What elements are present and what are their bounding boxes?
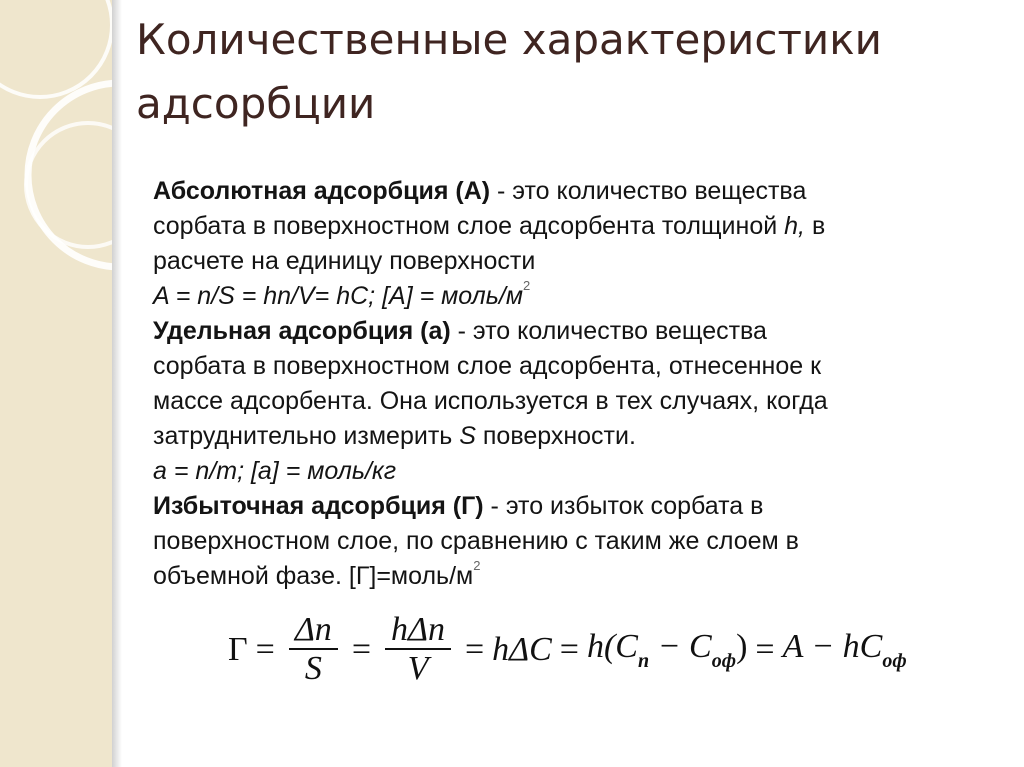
decorative-side-panel (0, 0, 112, 767)
formula-term-3: hΔC (492, 631, 552, 668)
abs-term: Абсолютная адсорбция (А) (153, 177, 491, 205)
definitions-text (153, 174, 983, 594)
term-4-sub-of: оф (711, 649, 737, 672)
slide-title (136, 8, 996, 136)
abs-formula-sup: 2 (522, 278, 531, 293)
abs-line-3: расчете на единицу поверхности (153, 247, 536, 275)
spec-line-4 (153, 419, 983, 454)
formula-eq-1: = (255, 631, 275, 668)
formula-term-5 (783, 628, 907, 673)
spec-term: Удельная адсорбция (а) (153, 317, 451, 345)
spec-line-1 (153, 314, 983, 349)
title-line-2: адсорбции (136, 79, 376, 128)
abs-text-2a: сорбата в поверхностном слое адсорбента толщиной (153, 212, 785, 240)
decorative-circles (0, 0, 112, 767)
fraction-1-denominator: S (304, 650, 322, 687)
spec-text-4b: поверхности. (475, 422, 636, 450)
formula-term-4 (587, 628, 747, 673)
formula-eq-4: = (559, 631, 579, 668)
spec-S: S (459, 422, 476, 450)
exc-sup: 2 (473, 558, 481, 573)
fraction-2-numerator: hΔn (385, 612, 451, 650)
term-4-close: ) (736, 627, 748, 665)
spec-line-3: массе адсорбента. Она используется в тех случаях, когда (153, 387, 828, 415)
formula-fraction-2 (385, 612, 451, 688)
abs-text-2b: в (805, 212, 826, 240)
formula-eq-2: = (351, 631, 371, 668)
panel-shadow (112, 0, 122, 767)
spec-line-2: сорбата в поверхностном слое адсорбента, отнесенное к (153, 352, 822, 380)
spec-formula (153, 454, 983, 489)
formula-eq-5: = (755, 631, 775, 668)
exc-text-3: объемной фазе. [Г]=моль/м (153, 562, 474, 590)
abs-text-1: - это количество вещества (490, 177, 807, 205)
fraction-1-numerator: Δn (289, 612, 338, 650)
exc-text-1: - это избыток сорбата в (483, 492, 764, 520)
excess-adsorption-formula (228, 608, 908, 692)
exc-term: Избыточная адсорбция (Г) (153, 492, 484, 520)
term-4-sub-n: n (637, 649, 650, 672)
formula-gamma: Г (228, 631, 248, 668)
spec-text-4a: затруднительно измерить (153, 422, 460, 450)
term-5-start: A − hC (782, 627, 883, 665)
exc-line-1 (153, 489, 983, 524)
term-4-minus: − C (649, 627, 712, 665)
title-line-1: Количественные характеристики (136, 15, 882, 64)
abs-h: h, (784, 212, 805, 240)
spec-formula-text: a = n/m; [a] = моль/кг (153, 457, 397, 485)
spec-text-1: - это количество вещества (450, 317, 767, 345)
abs-line-2 (153, 209, 983, 244)
exc-line-2: поверхностном слое, по сравнению с таким же слоем в (153, 527, 799, 555)
abs-line-1 (153, 174, 983, 209)
formula-fraction-1 (289, 612, 338, 688)
formula-eq-3: = (464, 631, 485, 668)
term-4-start: h(C (586, 627, 638, 665)
exc-line-3 (153, 559, 983, 594)
abs-formula-text: A = n/S = hn/V= hC; [A] = моль/м (153, 282, 523, 310)
abs-formula (153, 279, 983, 314)
term-5-sub: оф (882, 649, 907, 672)
fraction-2-denominator: V (407, 650, 429, 687)
